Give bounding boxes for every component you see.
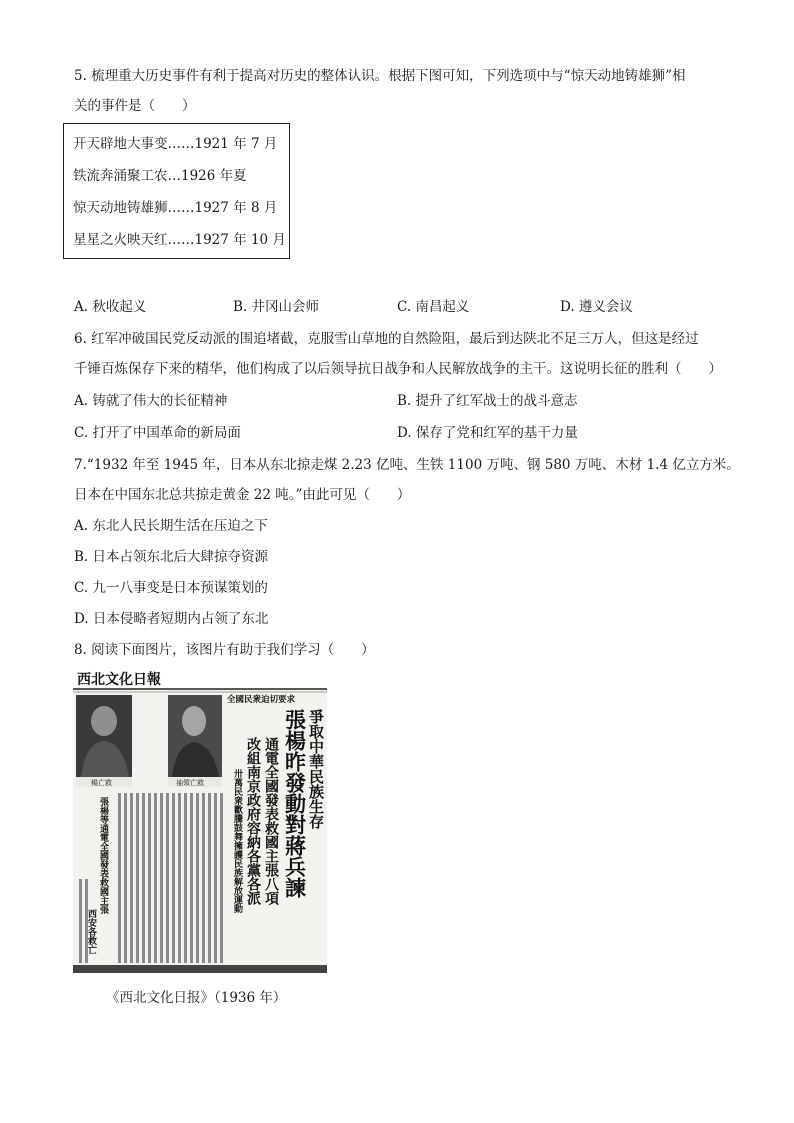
image-caption: 《西北文化日报》（1936 年） [106, 990, 287, 1006]
q7-stem-line1: 7.“1932 年至 1945 年，日本从东北掠走煤 2.23 亿吨、生铁 1100 万吨、钢 580 万吨、木材 1.4 亿立方米。 [74, 457, 740, 473]
q6-option-b[interactable]: B. 提升了红军战士的战斗意志 [397, 393, 578, 409]
headline-4: 改組南京政府容納各黨各派 [245, 737, 261, 905]
q6-option-c[interactable]: C. 打开了中国革命的新局面 [74, 425, 241, 441]
timeline-entry: 惊天动地铸雄狮……1927 年 8 月 [73, 200, 278, 216]
portrait-right-caption: 袖領亡救 [176, 779, 204, 787]
q8-stem: 8. 阅读下面图片，该图片有助于我们学习（ ） [74, 642, 375, 658]
q7-option-d[interactable]: D. 日本侵略者短期内占领了东北 [74, 611, 269, 627]
masthead-title: 西北文化日報 [77, 672, 161, 688]
headline-3: 通電全國發表救國主張八項 [263, 737, 279, 905]
q6-option-a[interactable]: A. 铸就了伟大的长征精神 [74, 393, 228, 409]
q5-option-a[interactable]: A. 秋收起义 [74, 299, 147, 315]
bottom-column-text: 西安各救亡 [86, 909, 96, 954]
q7-stem-line2: 日本在中国东北总共掠走黄金 22 吨。”由此可见（ ） [74, 487, 411, 503]
portrait-left-caption: 楊亡救 [91, 779, 112, 787]
q5-option-d[interactable]: D. 遵义会议 [560, 299, 633, 315]
q5-stem-line2: 关的事件是（ ） [74, 98, 196, 114]
q6-stem-line2: 千锤百炼保存下来的精华，他们构成了以后领导抗日战争和人民解放战争的主干。这说明长征的胜利（ ） [74, 361, 722, 377]
q5-option-c[interactable]: C. 南昌起义 [397, 299, 470, 315]
q6-option-d[interactable]: D. 保存了党和红军的基干力量 [397, 425, 578, 441]
headline-2: 張楊昨發動對蔣兵諫 [282, 709, 308, 898]
newspaper-illustration [73, 669, 327, 973]
q7-option-a[interactable]: A. 东北人民长期生活在压迫之下 [74, 518, 268, 534]
top-strip-text: 全國民衆迫切要求 [227, 695, 296, 705]
newspaper-image [73, 669, 327, 973]
q5-stem-line1: 5. 梳理重大历史事件有利于提高对历史的整体认识。根据下图可知，下列选项中与“惊天动地铸雄狮”相 [74, 68, 686, 84]
q5-option-b[interactable]: B. 井冈山会师 [233, 299, 320, 315]
timeline-entry: 星星之火映天红……1927 年 10 月 [73, 232, 286, 248]
headline-1: 爭取中華民族生存 [307, 709, 325, 829]
timeline-entry: 铁流奔涌聚工农…1926 年夏 [73, 168, 247, 184]
q6-stem-line1: 6. 红军冲破国民党反动派的围追堵截，克服雪山草地的自然险阻，最后到达陕北不足三万人，但这是经过 [74, 331, 699, 347]
side-headline: 張楊等通電全國發表救國主張 [98, 797, 108, 914]
q7-option-c[interactable]: C. 九一八事变是日本预谋策划的 [74, 580, 268, 596]
q5-timeline-box [63, 123, 290, 259]
timeline-entry: 开天辟地大事变……1921 年 7 月 [73, 136, 278, 152]
q7-option-b[interactable]: B. 日本占领东北后大肆掠夺资源 [74, 549, 269, 565]
headline-5: 卅萬民衆歡騰鼓舞擁護民族解放運動 [232, 769, 242, 913]
